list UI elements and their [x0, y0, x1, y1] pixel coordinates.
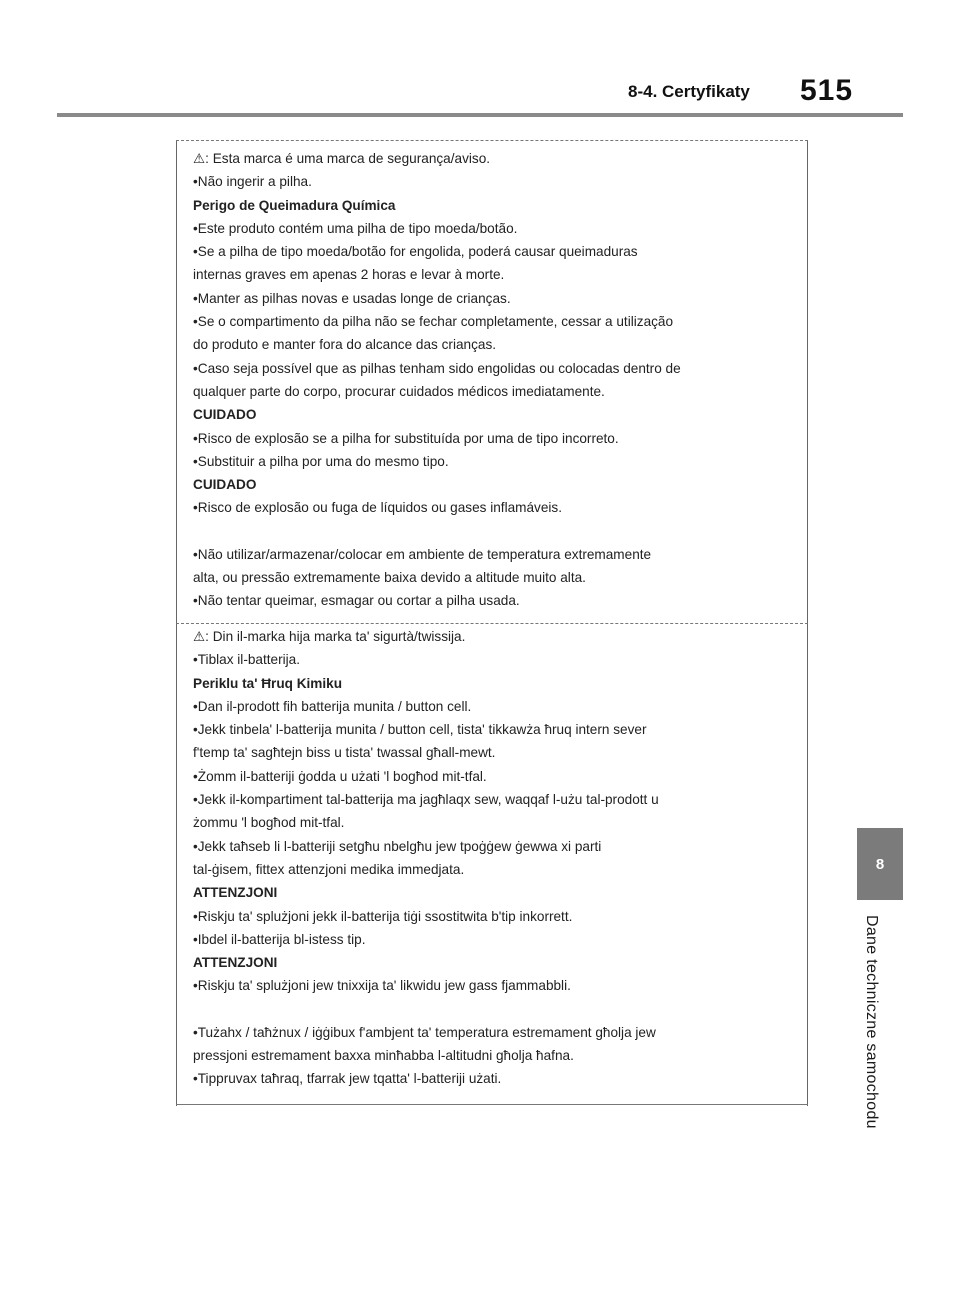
- text-line: •Tippruvax taħraq, tfarrak jew tqatta' l-batteriji użati.: [193, 1071, 502, 1087]
- text-line: •Caso seja possível que as pilhas tenham sido engolidas ou colocadas dentro de: [193, 360, 681, 376]
- portuguese-warning-block: [193, 147, 798, 613]
- text-line: internas graves em apenas 2 horas e levar à morte.: [193, 267, 505, 283]
- text-line: •Não tentar queimar, esmagar ou cortar a pilha usada.: [193, 593, 520, 609]
- text-line: •Se a pilha de tipo moeda/botão for engolida, poderá causar queimaduras: [193, 244, 638, 260]
- section-heading: CUIDADO: [193, 477, 257, 493]
- text-line: •Ibdel il-batterija bl-istess tip.: [193, 931, 366, 947]
- scan-bottom-border: [176, 1104, 808, 1105]
- text-line: •Se o compartimento da pilha não se fechar completamente, cessar a utilização: [193, 314, 674, 330]
- spacer: [193, 998, 798, 1021]
- chapter-side-title: Dane techniczne samochodu: [863, 915, 880, 1129]
- text-line: •Żomm il-batteriji ġodda u użati 'l bogħod mit-tfal.: [193, 768, 487, 784]
- section-heading: ATTENZJONI: [193, 955, 278, 971]
- text-line: •Jekk il-kompartiment tal-batterija ma jagħlaqx sew, waqqaf l-użu tal-prodott u: [193, 792, 659, 808]
- warning-sign-line: ⚠: Din il-marka hija marka ta' sigurtà/twissija.: [193, 629, 466, 644]
- header-divider: [57, 113, 903, 117]
- text-line: żommu 'l bogħod mit-tfal.: [193, 815, 345, 831]
- text-line: •Manter as pilhas novas e usadas longe de crianças.: [193, 290, 511, 306]
- text-line: •Tiblax il-batterija.: [193, 652, 300, 668]
- text-line: •Riskju ta' splużjoni jekk il-batterija tiġi ssostitwita b'tip inkorrett.: [193, 908, 573, 924]
- maltese-warning-block: [193, 625, 798, 1091]
- text-line: •Risco de explosão se a pilha for substituída por uma de tipo incorreto.: [193, 430, 619, 446]
- text-line: •Jekk taħseb li l-batteriji setgħu nbelgħu jew tpoġġew ġewwa xi parti: [193, 838, 602, 854]
- spacer: [193, 520, 798, 543]
- text-line: do produto e manter fora do alcance das crianças.: [193, 337, 497, 353]
- text-line: •Jekk tinbela' l-batterija munita / button cell, tista' tikkawża ħruq intern sever: [193, 722, 647, 738]
- text-line: f'temp ta' sagħtejn biss u tista' twassal għall-mewt.: [193, 745, 496, 761]
- section-heading: Perigo de Queimadura Química: [193, 197, 396, 213]
- section-heading: CUIDADO: [193, 407, 257, 423]
- language-divider: [176, 623, 808, 624]
- text-line: •Este produto contém uma pilha de tipo moeda/botão.: [193, 220, 518, 236]
- text-line: •Não utilizar/armazenar/colocar em ambiente de temperatura extremamente: [193, 546, 652, 562]
- warning-sign-line: ⚠: Esta marca é uma marca de segurança/aviso.: [193, 151, 491, 166]
- chapter-tab: [857, 828, 903, 900]
- chapter-tab-number: 8: [875, 855, 885, 873]
- text-line: pressjoni estremament baxxa minħabba l-altitudni għolja ħafna.: [193, 1048, 574, 1064]
- section-heading: ATTENZJONI: [193, 885, 278, 901]
- text-line: alta, ou pressão extremamente baixa devido a altitude muito alta.: [193, 570, 586, 586]
- text-line: •Tużahx / taħżnux / iġġibux f'ambjent ta' temperatura estremament għolja jew: [193, 1024, 656, 1040]
- text-line: tal-ġisem, fittex attenzjoni medika immedjata.: [193, 861, 465, 877]
- text-line: •Substituir a pilha por uma do mesmo tipo.: [193, 453, 449, 469]
- text-line: •Riskju ta' splużjoni jew tnixxija ta' likwidu jew gass fjammabbli.: [193, 978, 571, 994]
- text-line: •Não ingerir a pilha.: [193, 174, 312, 190]
- section-heading: Periklu ta' Ħruq Kimiku: [193, 675, 343, 691]
- certificate-scan: [176, 140, 808, 1106]
- text-line: •Risco de explosão ou fuga de líquidos ou gases inflamáveis.: [193, 500, 562, 516]
- section-title: 8-4. Certyfikaty: [628, 82, 750, 101]
- page-number: 515: [800, 74, 854, 107]
- text-line: •Dan il-prodott fih batterija munita / button cell.: [193, 698, 472, 714]
- text-line: qualquer parte do corpo, procurar cuidados médicos imediatamente.: [193, 383, 605, 399]
